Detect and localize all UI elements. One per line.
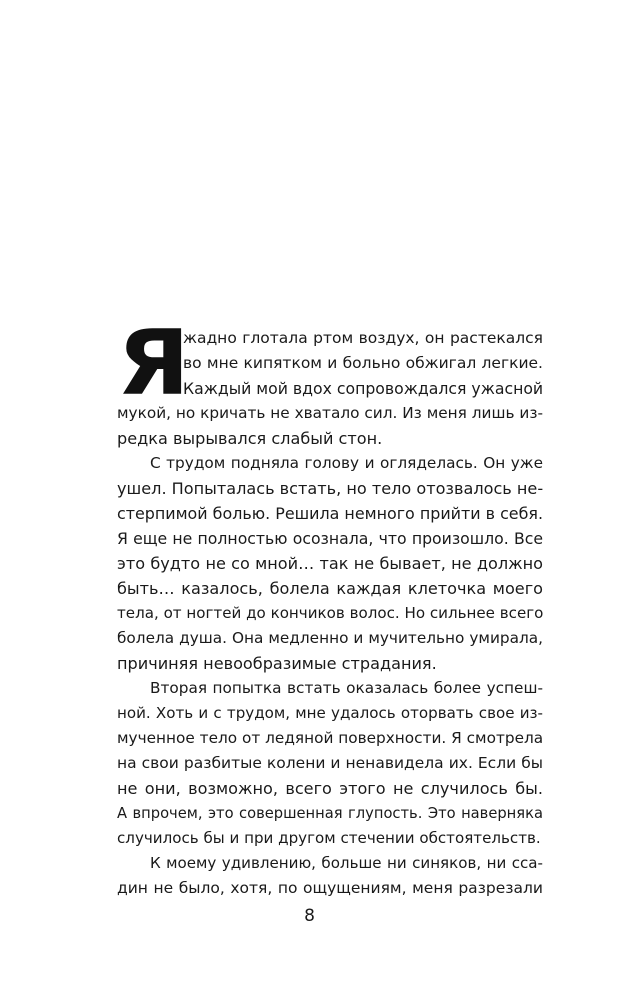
text-line: жадно глотала ртом воздух, он растекался: [183, 329, 543, 347]
text-line: тела, от ногтей до кончиков волос. Но сильнее всего: [117, 604, 543, 622]
text-line: дин не было, хотя, по ощущениям, меня разрезали: [117, 879, 543, 897]
text-line: быть… казалось, болела каждая клеточка моего: [117, 579, 543, 598]
page-number: 8: [304, 906, 315, 926]
text-line: мукой, но кричать не хватало сил. Из меня лишь из-: [117, 404, 543, 422]
text-line: это будто не со мной… так не бывает, не должно: [117, 554, 543, 573]
text-line: ной. Хоть и с трудом, мне удалось оторвать свое из-: [117, 704, 543, 722]
text-line: редка вырывался слабый стон.: [117, 429, 383, 448]
text-line: болела душа. Она медленно и мучительно умирала,: [117, 629, 543, 647]
text-line: ушел. Попыталась встать, но тело отозвалось не-: [117, 479, 543, 498]
text-line: случилось бы и при другом стечении обстоятельств.: [117, 829, 541, 847]
text-line: С трудом подняла голову и огляделась. Он уже: [150, 454, 543, 472]
text-line: стерпимой болью. Решила немного прийти в себя.: [117, 504, 543, 523]
text-line: во мне кипятком и больно обжигал легкие.: [183, 354, 543, 372]
drop-cap: Я: [117, 311, 190, 416]
text-line: на свои разбитые колени и ненавидела их. Если бы: [117, 754, 543, 772]
text-line: А впрочем, это совершенная глупость. Это наверняка: [117, 805, 543, 822]
text-line: мученное тело от ледяной поверхности. Я смотрела: [117, 729, 543, 747]
text-line: Я еще не полностью осознала, что произошло. Все: [117, 529, 543, 548]
text-line: К моему удивлению, больше ни синяков, ни сса-: [150, 854, 543, 872]
text-line: Каждый мой вдох сопровождался ужасной: [183, 379, 543, 398]
text-line: не они, возможно, всего этого не случилось бы.: [117, 779, 543, 798]
text-line: причиняя невообразимые страдания.: [117, 654, 437, 673]
text-line: Вторая попытка встать оказалась более успеш-: [150, 679, 543, 697]
